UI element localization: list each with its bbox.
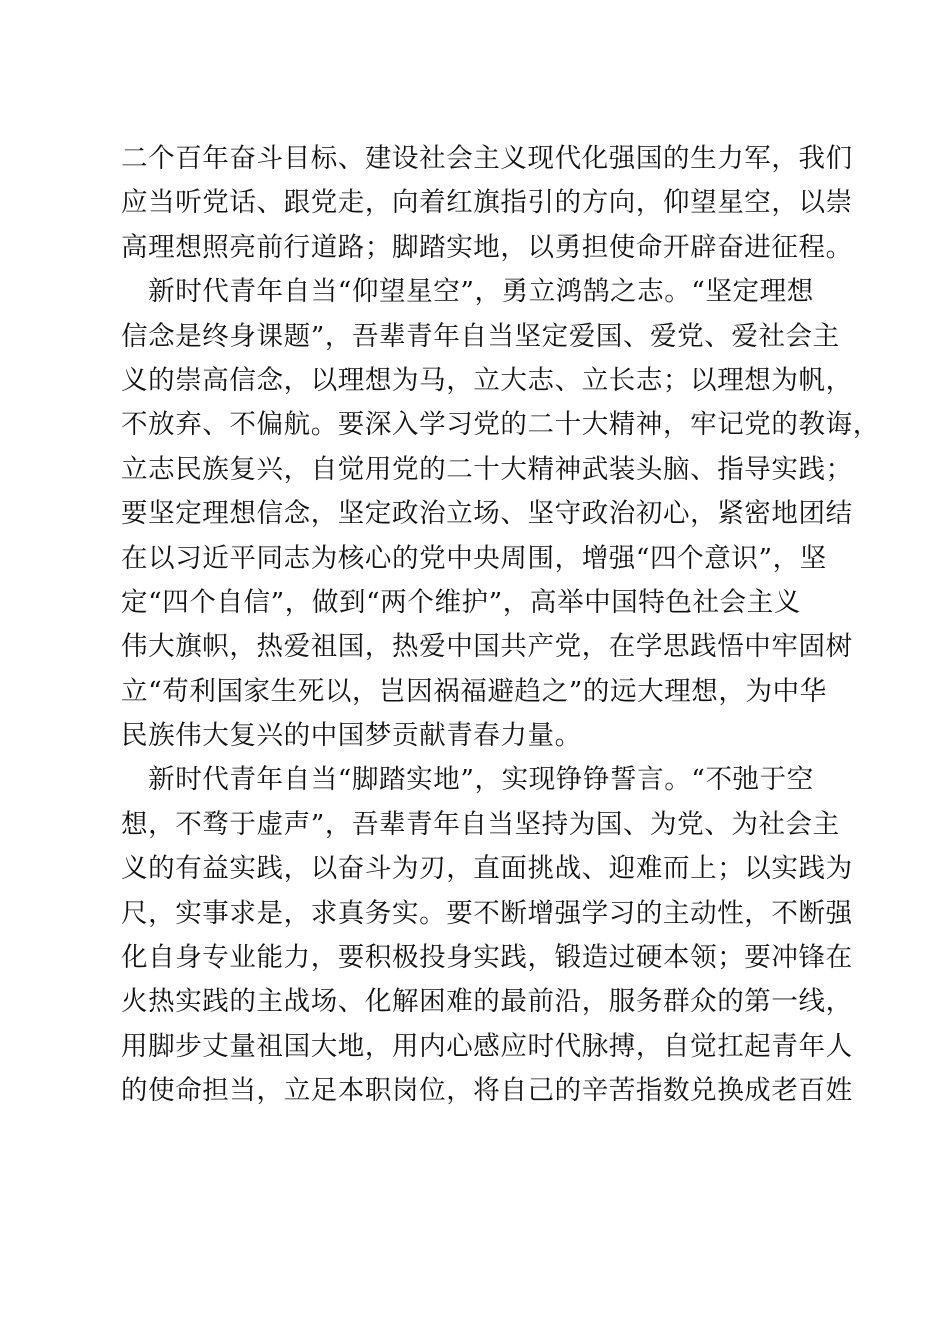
text-line: 应当听党话、跟党走，向着红旗指引的方向，仰望星空，以崇 [121, 187, 853, 219]
text-line: 立“苟利国家生死以，岂因祸福避趋之”的远大理想，为中华 [121, 675, 827, 707]
text-line: 尺，实事求是，求真务实。要不断增强学习的主动性，不断强 [121, 897, 853, 929]
text-line: 的使命担当，立足本职岗位，将自己的辛苦指数兑换成老百姓 [121, 1075, 853, 1107]
text-line: 想，不骛于虚声”，吾辈青年自当坚持为国、为党、为社会主 [121, 808, 840, 840]
text-line: 化自身专业能力，要积极投身实践，锻造过硬本领；要冲锋在 [121, 942, 853, 974]
text-line: 新时代青年自当“仰望星空”，勇立鸿鹄之志。“坚定理想 [121, 276, 814, 308]
text-line: 不放弃、不偏航。要深入学习党的二十大精神，牢记党的教诲， [121, 409, 880, 441]
text-line: 在以习近平同志为核心的党中央周围，增强“四个意识”，坚 [121, 542, 827, 574]
text-line: 高理想照亮前行道路；脚踏实地，以勇担使命开辟奋进征程。 [121, 231, 853, 263]
text-line: 用脚步丈量祖国大地，用内心感应时代脉搏，自觉扛起青年人 [121, 1030, 853, 1062]
text-line: 新时代青年自当“脚踏实地”，实现铮铮誓言。“不弛于空 [121, 764, 814, 796]
text-line: 定“四个自信”，做到“两个维护”，高举中国特色社会主义 [121, 586, 801, 618]
text-line: 义的崇高信念，以理想为马，立大志、立长志；以理想为帆， [121, 364, 853, 396]
text-line: 火热实践的主战场、化解困难的最前沿，服务群众的第一线， [121, 986, 853, 1018]
text-line: 义的有益实践，以奋斗为刃，直面挑战、迎难而上；以实践为 [121, 853, 853, 885]
text-line: 民族伟大复兴的中国梦贡献青春力量。 [121, 720, 582, 752]
text-line: 立志民族复兴，自觉用党的二十大精神武装头脑、指导实践； [121, 453, 853, 485]
text-line: 信念是终身课题”，吾辈青年自当坚定爱国、爱党、爱社会主 [121, 320, 840, 352]
text-line: 要坚定理想信念，坚定政治立场、坚守政治初心，紧密地团结 [121, 498, 853, 530]
text-line: 二个百年奋斗目标、建设社会主义现代化强国的生力军，我们 [121, 143, 853, 174]
text-line: 伟大旗帜，热爱祖国，热爱中国共产党，在学思践悟中牢固树 [121, 631, 853, 663]
body-text [121, 137, 880, 1114]
